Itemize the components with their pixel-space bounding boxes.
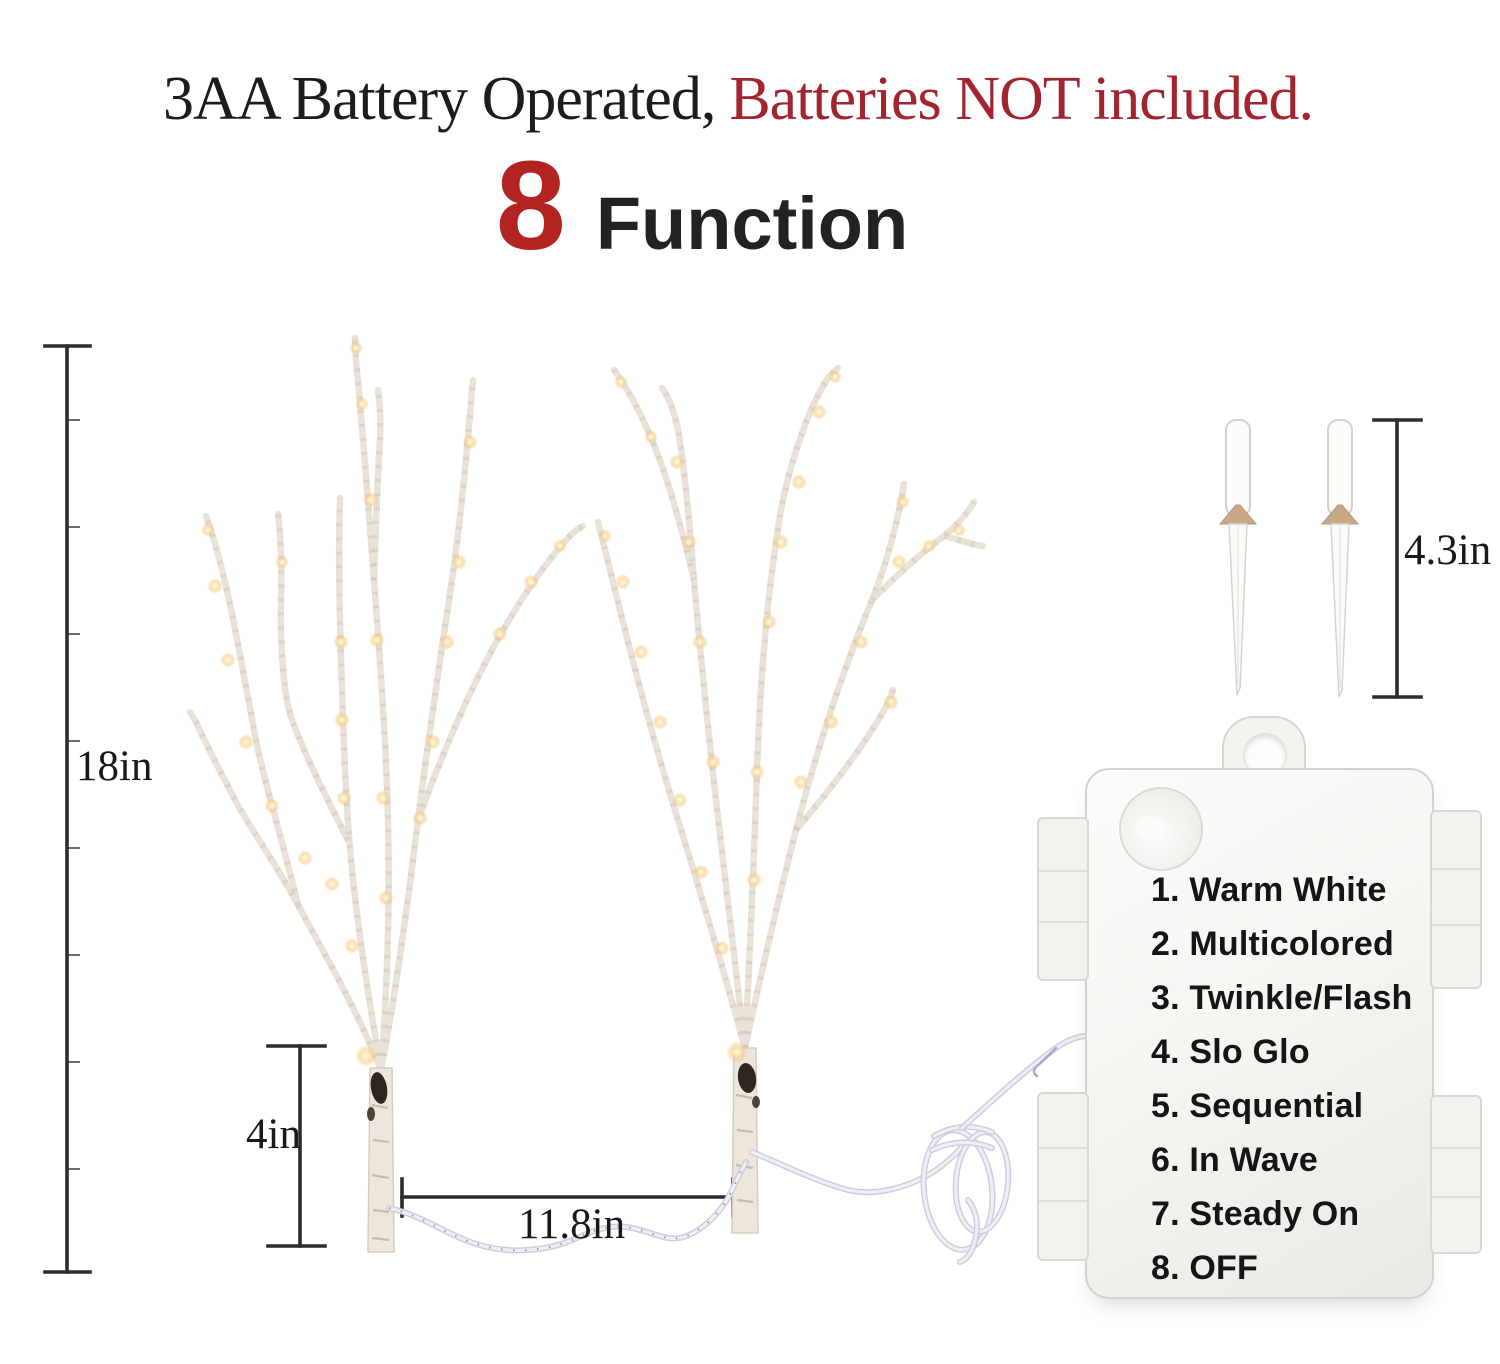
function-list-item: 3. Twinkle/Flash xyxy=(1151,979,1413,1017)
stake-height-label: 4.3in xyxy=(1404,527,1492,574)
page-title xyxy=(0,64,1488,135)
garden-stake-2 xyxy=(1322,420,1358,697)
function-list-item: 1. Warm White xyxy=(1151,871,1387,909)
function-list xyxy=(1151,863,1412,1295)
function-list-item: 2. Multicolored xyxy=(1151,925,1394,963)
battery-box-clip-left-bottom xyxy=(1037,1092,1089,1261)
title-red-text: Batteries NOT included. xyxy=(729,65,1313,133)
function-list-item: 7. Steady On xyxy=(1151,1195,1360,1233)
function-list-item: 5. Sequential xyxy=(1151,1087,1364,1125)
warm-white-lights-right xyxy=(598,370,966,1063)
battery-box xyxy=(1085,768,1434,1299)
function-list-item: 6. In Wave xyxy=(1151,1141,1319,1179)
battery-box-clip-right-top xyxy=(1430,810,1482,989)
dimension-line-18in xyxy=(45,346,90,1272)
function-heading-label: Function xyxy=(595,182,909,265)
function-list-item: 8. OFF xyxy=(1151,1249,1258,1287)
branch-spacing-label: 11.8in xyxy=(518,1201,626,1248)
function-heading xyxy=(0,135,1452,276)
function-count: 8 xyxy=(495,135,566,276)
mode-button[interactable] xyxy=(1119,787,1203,871)
cord-knot xyxy=(918,1127,1012,1262)
branch-height-label: 18in xyxy=(76,743,153,790)
lighted-branch-right xyxy=(598,368,983,1233)
battery-box-clip-left-top xyxy=(1037,817,1089,981)
function-list-item: 4. Slo Glo xyxy=(1151,1033,1310,1071)
garden-stake-1 xyxy=(1220,420,1256,695)
title-black-text: 3AA Battery Operated, xyxy=(163,65,716,133)
trunk-height-label: 4in xyxy=(246,1111,301,1158)
mode-button-highlight xyxy=(1135,816,1165,840)
battery-box-clip-right-bottom xyxy=(1430,1095,1482,1254)
